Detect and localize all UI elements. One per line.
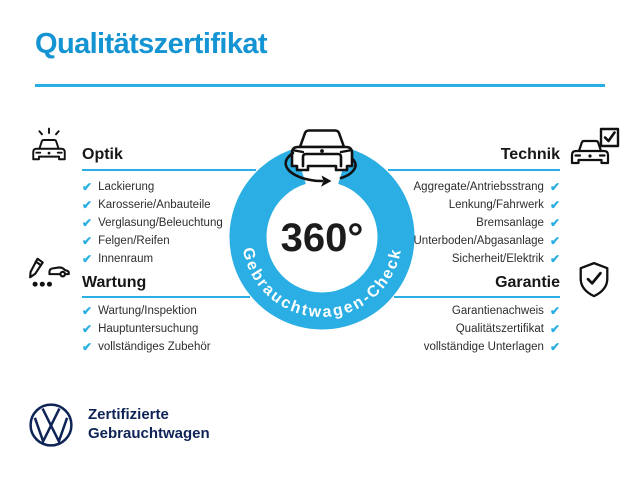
shield-check-icon — [572, 258, 616, 304]
list-item-label: Verglasung/Beleuchtung — [98, 217, 223, 229]
check-icon: ✔ — [549, 252, 560, 266]
list-item-label: Unterboden/Abgasanlage — [413, 235, 544, 247]
list-item-label: vollständiges Zubehör — [98, 341, 211, 353]
list-item-label: Aggregate/Antriebsstrang — [413, 181, 544, 193]
footer-brand — [88, 405, 210, 443]
list-item-label: Garantienachweis — [451, 305, 544, 317]
check-icon: ✔ — [82, 234, 93, 248]
list-item-label: Qualitätszertifikat — [455, 323, 544, 335]
check-icon: ✔ — [549, 198, 560, 212]
list-item-label: Innenraum — [98, 253, 154, 265]
list-item-label: Sicherheit/Elektrik — [451, 253, 544, 265]
check-icon: ✔ — [549, 340, 560, 354]
check-icon: ✔ — [82, 304, 93, 318]
check-icon: ✔ — [549, 216, 560, 230]
check-icon: ✔ — [82, 322, 93, 336]
section-title-optik: Optik — [82, 146, 123, 163]
check-icon: ✔ — [82, 180, 93, 194]
header-rule — [35, 84, 605, 87]
check-icon: ✔ — [549, 304, 560, 318]
check-icon: ✔ — [82, 216, 93, 230]
list-item-label: Hauptuntersuchung — [98, 323, 199, 335]
360-check-ring — [220, 110, 430, 345]
list-item-label: Bremsanlage — [476, 217, 544, 229]
page-title: Qualitätszertifikat — [35, 28, 267, 60]
list-item-label: Lenkung/Fahrwerk — [448, 199, 544, 211]
footer-brand-line1: Zertifizierte — [88, 406, 169, 423]
list-item-label: Karosserie/Anbauteile — [98, 199, 211, 211]
vw-logo — [28, 402, 74, 448]
section-title-wartung: Wartung — [82, 274, 147, 291]
service-checklist-icon — [26, 254, 72, 300]
degree-value: 360° — [280, 216, 364, 260]
check-icon: ✔ — [549, 234, 560, 248]
section-title-garantie: Garantie — [495, 274, 560, 291]
car-checkbox-icon — [568, 126, 620, 174]
ring-label: Gebrauchtwagen-Check — [238, 245, 406, 322]
check-icon: ✔ — [82, 252, 93, 266]
section-title-technik: Technik — [500, 146, 560, 163]
footer-brand-line2: Gebrauchtwagen — [88, 425, 210, 442]
list-item-label: Felgen/Reifen — [98, 235, 170, 247]
check-icon: ✔ — [82, 340, 93, 354]
list-item-label: Lackierung — [98, 181, 155, 193]
car-shine-icon — [28, 124, 70, 170]
check-icon: ✔ — [82, 198, 93, 212]
list-item-label: Wartung/Inspektion — [98, 305, 197, 317]
check-icon: ✔ — [549, 180, 560, 194]
check-icon: ✔ — [549, 322, 560, 336]
list-item-label: vollständige Unterlagen — [423, 341, 544, 353]
